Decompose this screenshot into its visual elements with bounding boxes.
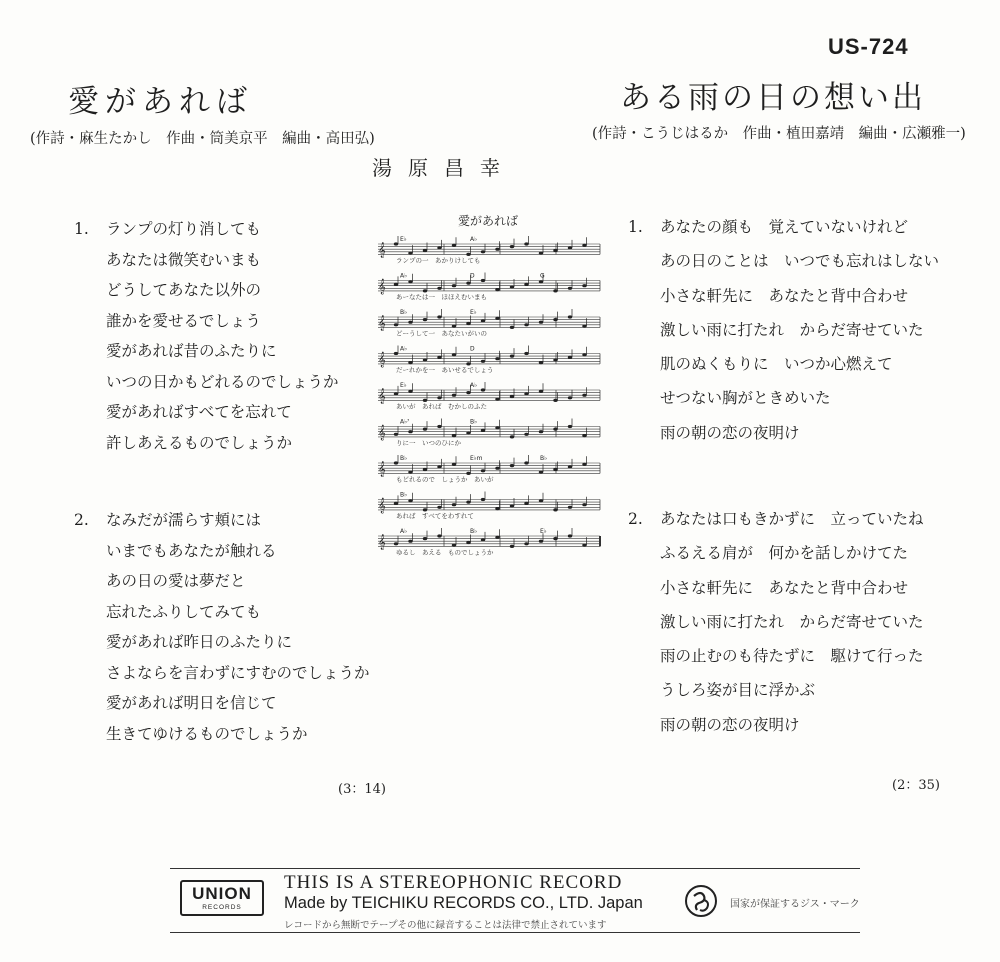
- lyric-line: 忘れたふりしてみても: [106, 602, 262, 621]
- note-head: [539, 361, 543, 364]
- note-head: [481, 429, 485, 432]
- treble-clef-icon: 𝄞: [378, 352, 386, 368]
- note-head: [495, 317, 499, 320]
- right-song-title: ある雨の日の想い出: [620, 80, 926, 116]
- note-head: [582, 325, 586, 328]
- treble-clef-icon: 𝄞: [378, 243, 386, 258]
- chord-symbol: D: [470, 272, 475, 280]
- note-head: [452, 434, 456, 437]
- note-head: [437, 396, 441, 399]
- left-song-duration: (3：14): [338, 782, 386, 797]
- treble-clef-icon: 𝄞: [378, 498, 386, 514]
- lyric-line: ランプの灯り消しても: [106, 220, 262, 238]
- note-head: [495, 467, 499, 470]
- chord-symbol: A♭: [400, 345, 407, 353]
- note-head: [553, 537, 557, 540]
- note-head: [553, 399, 557, 402]
- lyric-line: 誰かを愛せるでしょう: [106, 311, 261, 330]
- sheet-music-staves: [372, 226, 604, 586]
- note-head: [466, 431, 470, 434]
- note-head: [423, 537, 427, 540]
- note-head: [437, 356, 441, 359]
- jis-mark-caption: 国家が保証するジス・マーク: [730, 899, 860, 910]
- staff: [378, 492, 600, 520]
- note-head: [495, 536, 499, 539]
- lyric-line: うしろ姿が目に浮かぶ: [660, 681, 816, 700]
- note-head: [495, 398, 499, 401]
- staff-lyrics: あれば すべてをわすれて: [396, 511, 474, 520]
- staff: [378, 346, 600, 374]
- note-head: [466, 391, 470, 394]
- note-head: [510, 245, 514, 248]
- verse-number: 1.: [74, 220, 89, 238]
- manufacturer: Made by TEICHIKU RECORDS CO., LTD. Japan: [284, 894, 643, 912]
- chord-symbol: A♭: [470, 382, 477, 389]
- treble-clef-icon: 𝄞: [378, 425, 386, 441]
- chord-symbol: D: [470, 345, 475, 353]
- note-head: [553, 508, 557, 511]
- note-head: [553, 468, 557, 471]
- staff-lyrics: もどれるので しょうか あいが: [396, 475, 494, 484]
- lyric-line: 雨の朝の恋の夜明け: [660, 715, 800, 734]
- chord-symbol: E♭m: [470, 455, 483, 462]
- note-head: [568, 315, 572, 318]
- note-head: [394, 542, 398, 545]
- note-head: [510, 504, 514, 507]
- lyric-line: 激しい雨に打たれ からだ寄せていた: [660, 612, 924, 631]
- note-head: [452, 544, 456, 547]
- staff-lyrics: ランプの一 あかりけしても: [396, 256, 481, 265]
- note-head: [481, 498, 485, 501]
- note-head: [452, 394, 456, 397]
- note-head: [452, 353, 456, 356]
- lyric-line: さよならを言わずにすむのでしょうか: [106, 663, 370, 682]
- logo-main-text: UNION: [192, 884, 252, 903]
- note-head: [408, 252, 412, 255]
- lyric-line: 小さな軒先に あなたと背中合わせ: [660, 286, 909, 305]
- note-head: [553, 249, 557, 252]
- chord-symbol: B♭: [470, 528, 477, 535]
- lyric-line: 許しあえるものでしょうか: [106, 433, 293, 452]
- note-head: [481, 469, 485, 472]
- sheet-music-title: 愛があれば: [457, 214, 518, 228]
- logo-sub-text: RECORDS: [202, 904, 242, 911]
- note-head: [452, 325, 456, 328]
- note-head: [437, 425, 441, 428]
- chord-symbol: A♭: [470, 236, 477, 243]
- lyric-line: いまでもあなたが触れる: [106, 541, 277, 560]
- note-head: [510, 355, 514, 358]
- lyric-line: 愛があれば昔のふたりに: [106, 342, 277, 360]
- note-head: [452, 244, 456, 247]
- staff: [378, 309, 600, 337]
- note-head: [553, 289, 557, 292]
- lyric-line: あの日の愛は夢だと: [106, 572, 246, 590]
- note-head: [539, 471, 543, 474]
- staff-lyrics: あーなたは一 ほほえむいまも: [396, 292, 487, 301]
- note-head: [481, 538, 485, 541]
- note-head: [481, 360, 485, 363]
- note-head: [539, 390, 543, 393]
- note-head: [394, 242, 398, 245]
- treble-clef-icon: 𝄞: [378, 462, 386, 477]
- lyric-line: あの日のことは いつでも忘れはしない: [660, 252, 940, 271]
- lyric-line: 雨の止むのも待たずに 駆けて行った: [660, 647, 924, 666]
- left-song-credits: (作詩・麻生たかし 作曲・筒美京平 編曲・高田弘): [30, 131, 375, 147]
- lyric-line: せつない胸がときめいた: [660, 389, 831, 408]
- chord-symbol: B♭: [400, 455, 407, 462]
- note-head: [437, 506, 441, 509]
- lyric-line: 愛があれば昨日のふたりに: [106, 633, 293, 651]
- note-head: [495, 357, 499, 360]
- note-head: [437, 534, 441, 537]
- note-head: [582, 284, 586, 287]
- verse-number: 1.: [628, 218, 643, 236]
- staff: [378, 455, 600, 483]
- staff: [378, 273, 600, 301]
- chord-symbol: B♭: [540, 455, 547, 462]
- note-head: [466, 282, 470, 285]
- jis-mark-icon: [684, 884, 718, 918]
- note-head: [510, 464, 514, 467]
- chord-symbol: A♭: [400, 528, 407, 535]
- note-head: [539, 430, 543, 433]
- note-head: [408, 321, 412, 324]
- note-head: [539, 280, 543, 283]
- note-head: [495, 248, 499, 251]
- verse-number: 2.: [74, 511, 89, 529]
- sheet-music: [372, 212, 604, 582]
- note-head: [423, 428, 427, 431]
- note-head: [524, 242, 528, 245]
- note-head: [582, 244, 586, 247]
- verse-number: 2.: [628, 510, 643, 528]
- note-head: [466, 541, 470, 544]
- right-song-credits: (作詩・こうじはるか 作曲・植田嘉靖 編曲・広瀬雅一): [592, 126, 966, 142]
- note-head: [568, 246, 572, 249]
- treble-clef-icon: 𝄞: [378, 279, 386, 295]
- note-head: [553, 318, 557, 321]
- chord-symbol: B♭: [400, 491, 407, 499]
- note-head: [553, 428, 557, 431]
- note-head: [481, 279, 485, 282]
- lyric-line: 生きてゆけるものでしょうか: [106, 724, 308, 743]
- note-head: [481, 319, 485, 322]
- note-head: [394, 283, 398, 286]
- note-head: [408, 280, 412, 283]
- left-song-title: 愛があれば: [68, 84, 253, 120]
- note-head: [452, 503, 456, 506]
- note-head: [582, 353, 586, 356]
- lyric-line: 愛があれば明日を信じて: [106, 694, 277, 712]
- note-head: [553, 358, 557, 361]
- lyric-line: あなたは微笑むいまも: [106, 250, 262, 269]
- chord-symbol: A♭⁷: [400, 418, 410, 426]
- catalog-number: US-724: [828, 34, 909, 59]
- note-head: [510, 395, 514, 398]
- chord-symbol: B♭: [470, 418, 477, 426]
- note-head: [394, 461, 398, 464]
- staff-lyrics: どーうして一 あなたいがいの: [396, 329, 487, 338]
- artist-name: 湯原昌幸: [372, 156, 516, 180]
- note-head: [510, 285, 514, 288]
- note-head: [466, 501, 470, 504]
- note-head: [568, 287, 572, 290]
- lyric-line: あなたの顔も 覚えていないけれど: [660, 218, 909, 236]
- note-head: [394, 502, 398, 505]
- note-head: [481, 388, 485, 391]
- left-verse-1: [74, 214, 339, 458]
- union-records-logo: [180, 880, 264, 916]
- note-head: [582, 463, 586, 466]
- note-head: [408, 430, 412, 433]
- staff-lyrics: だーれかを一 あいせるでしょう: [396, 365, 494, 374]
- note-head: [510, 435, 514, 438]
- note-head: [394, 323, 398, 326]
- chord-symbol: E♭: [540, 528, 547, 535]
- note-head: [524, 283, 528, 286]
- staff: [378, 382, 600, 410]
- lyric-line: 肌のぬくもりに いつか心燃えて: [660, 355, 893, 374]
- note-head: [524, 352, 528, 355]
- chord-symbol: A♭: [400, 272, 407, 280]
- note-head: [423, 318, 427, 321]
- lyric-line: 雨の朝の恋の夜明け: [660, 423, 800, 442]
- chord-symbol: E♭: [400, 236, 407, 243]
- note-head: [408, 361, 412, 364]
- note-head: [524, 433, 528, 436]
- note-head: [408, 390, 412, 393]
- note-head: [510, 326, 514, 329]
- note-head: [582, 503, 586, 506]
- note-head: [568, 425, 572, 428]
- note-head: [539, 321, 543, 324]
- note-head: [524, 502, 528, 505]
- note-head: [568, 506, 572, 509]
- note-head: [394, 433, 398, 436]
- lyric-line: いつの日かもどれるのでしょうか: [106, 372, 339, 391]
- lyric-line: 小さな軒先に あなたと背中合わせ: [660, 578, 909, 597]
- treble-clef-icon: 𝄞: [378, 389, 386, 404]
- note-head: [423, 358, 427, 361]
- treble-clef-icon: 𝄞: [378, 535, 386, 550]
- note-head: [452, 284, 456, 287]
- note-head: [423, 468, 427, 471]
- note-head: [524, 392, 528, 395]
- chord-symbol: E♭: [470, 309, 477, 316]
- staff-lyrics: りに一 いつのひにか: [396, 438, 461, 447]
- staff-lyrics: あいが あれば むかしのふた: [396, 402, 487, 411]
- note-head: [524, 542, 528, 545]
- note-head: [524, 461, 528, 464]
- staff: [378, 528, 600, 556]
- note-head: [481, 250, 485, 253]
- lyric-line: あなたは口もきかずに 立っていたね: [660, 510, 924, 528]
- chord-symbol: E♭: [400, 382, 407, 389]
- note-head: [495, 426, 499, 429]
- chord-symbol: G: [540, 272, 545, 280]
- note-head: [568, 465, 572, 468]
- note-head: [466, 322, 470, 325]
- treble-clef-icon: 𝄞: [378, 316, 386, 331]
- footer-rule-bottom: [170, 932, 860, 933]
- lyric-line: ふるえる肩が 何かを話しかけてた: [660, 544, 909, 563]
- note-head: [408, 471, 412, 474]
- note-head: [394, 392, 398, 395]
- note-head: [539, 252, 543, 255]
- note-head: [437, 287, 441, 290]
- note-head: [539, 499, 543, 502]
- note-head: [408, 540, 412, 543]
- left-verse-2: [74, 505, 370, 749]
- lyric-line: 愛があればすべてを忘れて: [106, 403, 292, 421]
- note-head: [568, 396, 572, 399]
- note-head: [510, 545, 514, 548]
- note-head: [437, 315, 441, 318]
- staff-lyrics: ゆるし あえる ものでしょうか: [396, 548, 494, 557]
- note-head: [568, 534, 572, 537]
- note-head: [582, 434, 586, 437]
- right-verse-1: [628, 210, 940, 450]
- staff: [378, 419, 600, 447]
- lyric-line: なみだが濡らす頬には: [106, 511, 262, 529]
- note-head: [495, 507, 499, 510]
- note-head: [582, 394, 586, 397]
- note-head: [524, 323, 528, 326]
- note-head: [394, 352, 398, 355]
- right-song-duration: (2：35): [892, 778, 940, 793]
- staff: [378, 236, 600, 264]
- lyric-line: 激しい雨に打たれ からだ寄せていた: [660, 320, 924, 339]
- note-head: [437, 246, 441, 249]
- note-head: [582, 544, 586, 547]
- note-head: [408, 499, 412, 502]
- lyric-line: どうしてあなた以外の: [106, 281, 262, 299]
- note-head: [495, 288, 499, 291]
- note-head: [568, 356, 572, 359]
- note-head: [423, 249, 427, 252]
- note-head: [539, 540, 543, 543]
- copy-warning: レコードから無断でテープその他に録音することは法律で禁止されています: [284, 920, 607, 931]
- footer-rule-top: [170, 868, 860, 869]
- note-head: [437, 465, 441, 468]
- stereophonic-notice: THIS IS A STEREOPHONIC RECORD: [284, 872, 623, 893]
- right-verse-2: [628, 502, 924, 742]
- note-head: [452, 463, 456, 466]
- chord-symbol: B♭: [400, 309, 407, 316]
